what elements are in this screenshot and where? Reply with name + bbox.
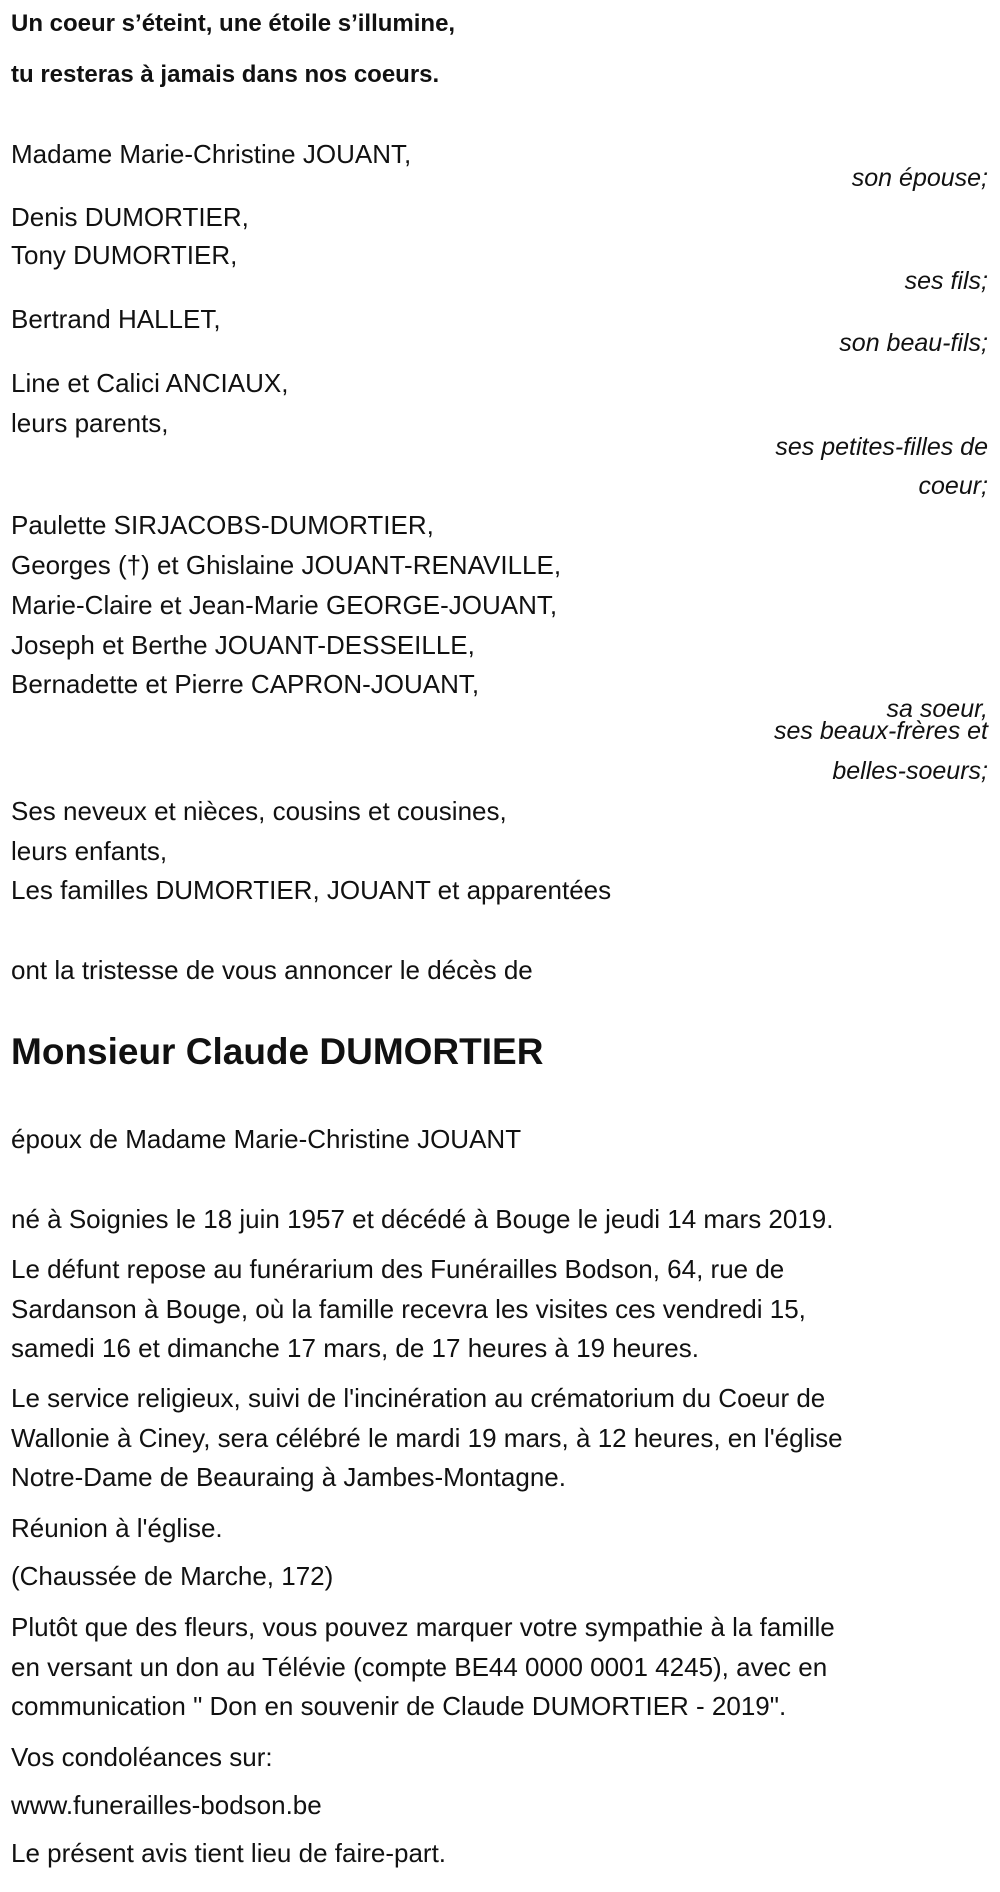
closing: Le présent avis tient lieu de faire-part. [11, 1838, 447, 1868]
family-granddaughters: Line et Calici ANCIAUX, [11, 368, 289, 398]
address: (Chaussée de Marche, 172) [11, 1561, 334, 1591]
spouse-line: époux de Madame Marie-Christine JOUANT [11, 1124, 522, 1154]
family-others: Les familles DUMORTIER, JOUANT et apparentées [11, 875, 612, 905]
donation-line: en versant un don au Télévie (compte BE44 0000 0001 4245), avec en [11, 1652, 828, 1682]
family-sibling: Joseph et Berthe JOUANT-DESSEILLE, [11, 630, 475, 660]
family-stepson: Bertrand HALLET, [11, 304, 221, 334]
donation-line: Plutôt que des fleurs, vous pouvez marquer votre sympathie à la famille [11, 1612, 835, 1642]
family-son: Denis DUMORTIER, [11, 202, 249, 232]
role-siblings: belles-soeurs; [832, 757, 988, 785]
role-granddaughters: coeur; [918, 472, 988, 500]
family-son: Tony DUMORTIER, [11, 240, 238, 270]
role-granddaughters: ses petites-filles de [775, 433, 988, 461]
service-line: Le service religieux, suivi de l'incinération au crématorium du Coeur de [11, 1383, 826, 1413]
visitation-line: samedi 16 et dimanche 17 mars, de 17 heures à 19 heures. [11, 1333, 699, 1363]
visitation-line: Sardanson à Bouge, où la famille recevra les visites ces vendredi 15, [11, 1294, 806, 1324]
family-wife: Madame Marie-Christine JOUANT, [11, 139, 412, 169]
family-others: leurs enfants, [11, 836, 168, 866]
birth-death: né à Soignies le 18 juin 1957 et décédé à Bouge le jeudi 14 mars 2019. [11, 1204, 834, 1234]
family-others: Ses neveux et nièces, cousins et cousines, [11, 796, 507, 826]
role-siblings: sa soeur, [886, 695, 988, 723]
family-sibling: Georges (†) et Ghislaine JOUANT-RENAVILLE, [11, 550, 562, 580]
role-wife: son épouse; [851, 164, 988, 192]
role-stepson: son beau-fils; [839, 329, 988, 357]
announcement: ont la tristesse de vous annoncer le décès de [11, 955, 533, 985]
condolences-label: Vos condoléances sur: [11, 1742, 273, 1772]
donation-line: communication " Don en souvenir de Claude DUMORTIER - 2019". [11, 1691, 787, 1721]
service-line: Wallonie à Ciney, sera célébré le mardi 19 mars, à 12 heures, en l'église [11, 1423, 843, 1453]
role-siblings: ses beaux-frères et [774, 717, 988, 745]
deceased-name: Monsieur Claude DUMORTIER [11, 1031, 544, 1072]
role-sons: ses fils; [904, 267, 988, 295]
family-sibling: Bernadette et Pierre CAPRON-JOUANT, [11, 669, 480, 699]
epigraph-line: tu resteras à jamais dans nos coeurs. [11, 61, 440, 88]
visitation-line: Le défunt repose au funérarium des Funérailles Bodson, 64, rue de [11, 1254, 785, 1284]
family-granddaughters: leurs parents, [11, 408, 169, 438]
website-link[interactable]: www.funerailles-bodson.be [11, 1790, 322, 1820]
meeting: Réunion à l'église. [11, 1513, 223, 1543]
epigraph-line: Un coeur s’éteint, une étoile s’illumine, [11, 10, 456, 37]
family-sibling: Paulette SIRJACOBS-DUMORTIER, [11, 510, 434, 540]
service-line: Notre-Dame de Beauraing à Jambes-Montagne. [11, 1462, 566, 1492]
family-sibling: Marie-Claire et Jean-Marie GEORGE-JOUANT, [11, 590, 558, 620]
